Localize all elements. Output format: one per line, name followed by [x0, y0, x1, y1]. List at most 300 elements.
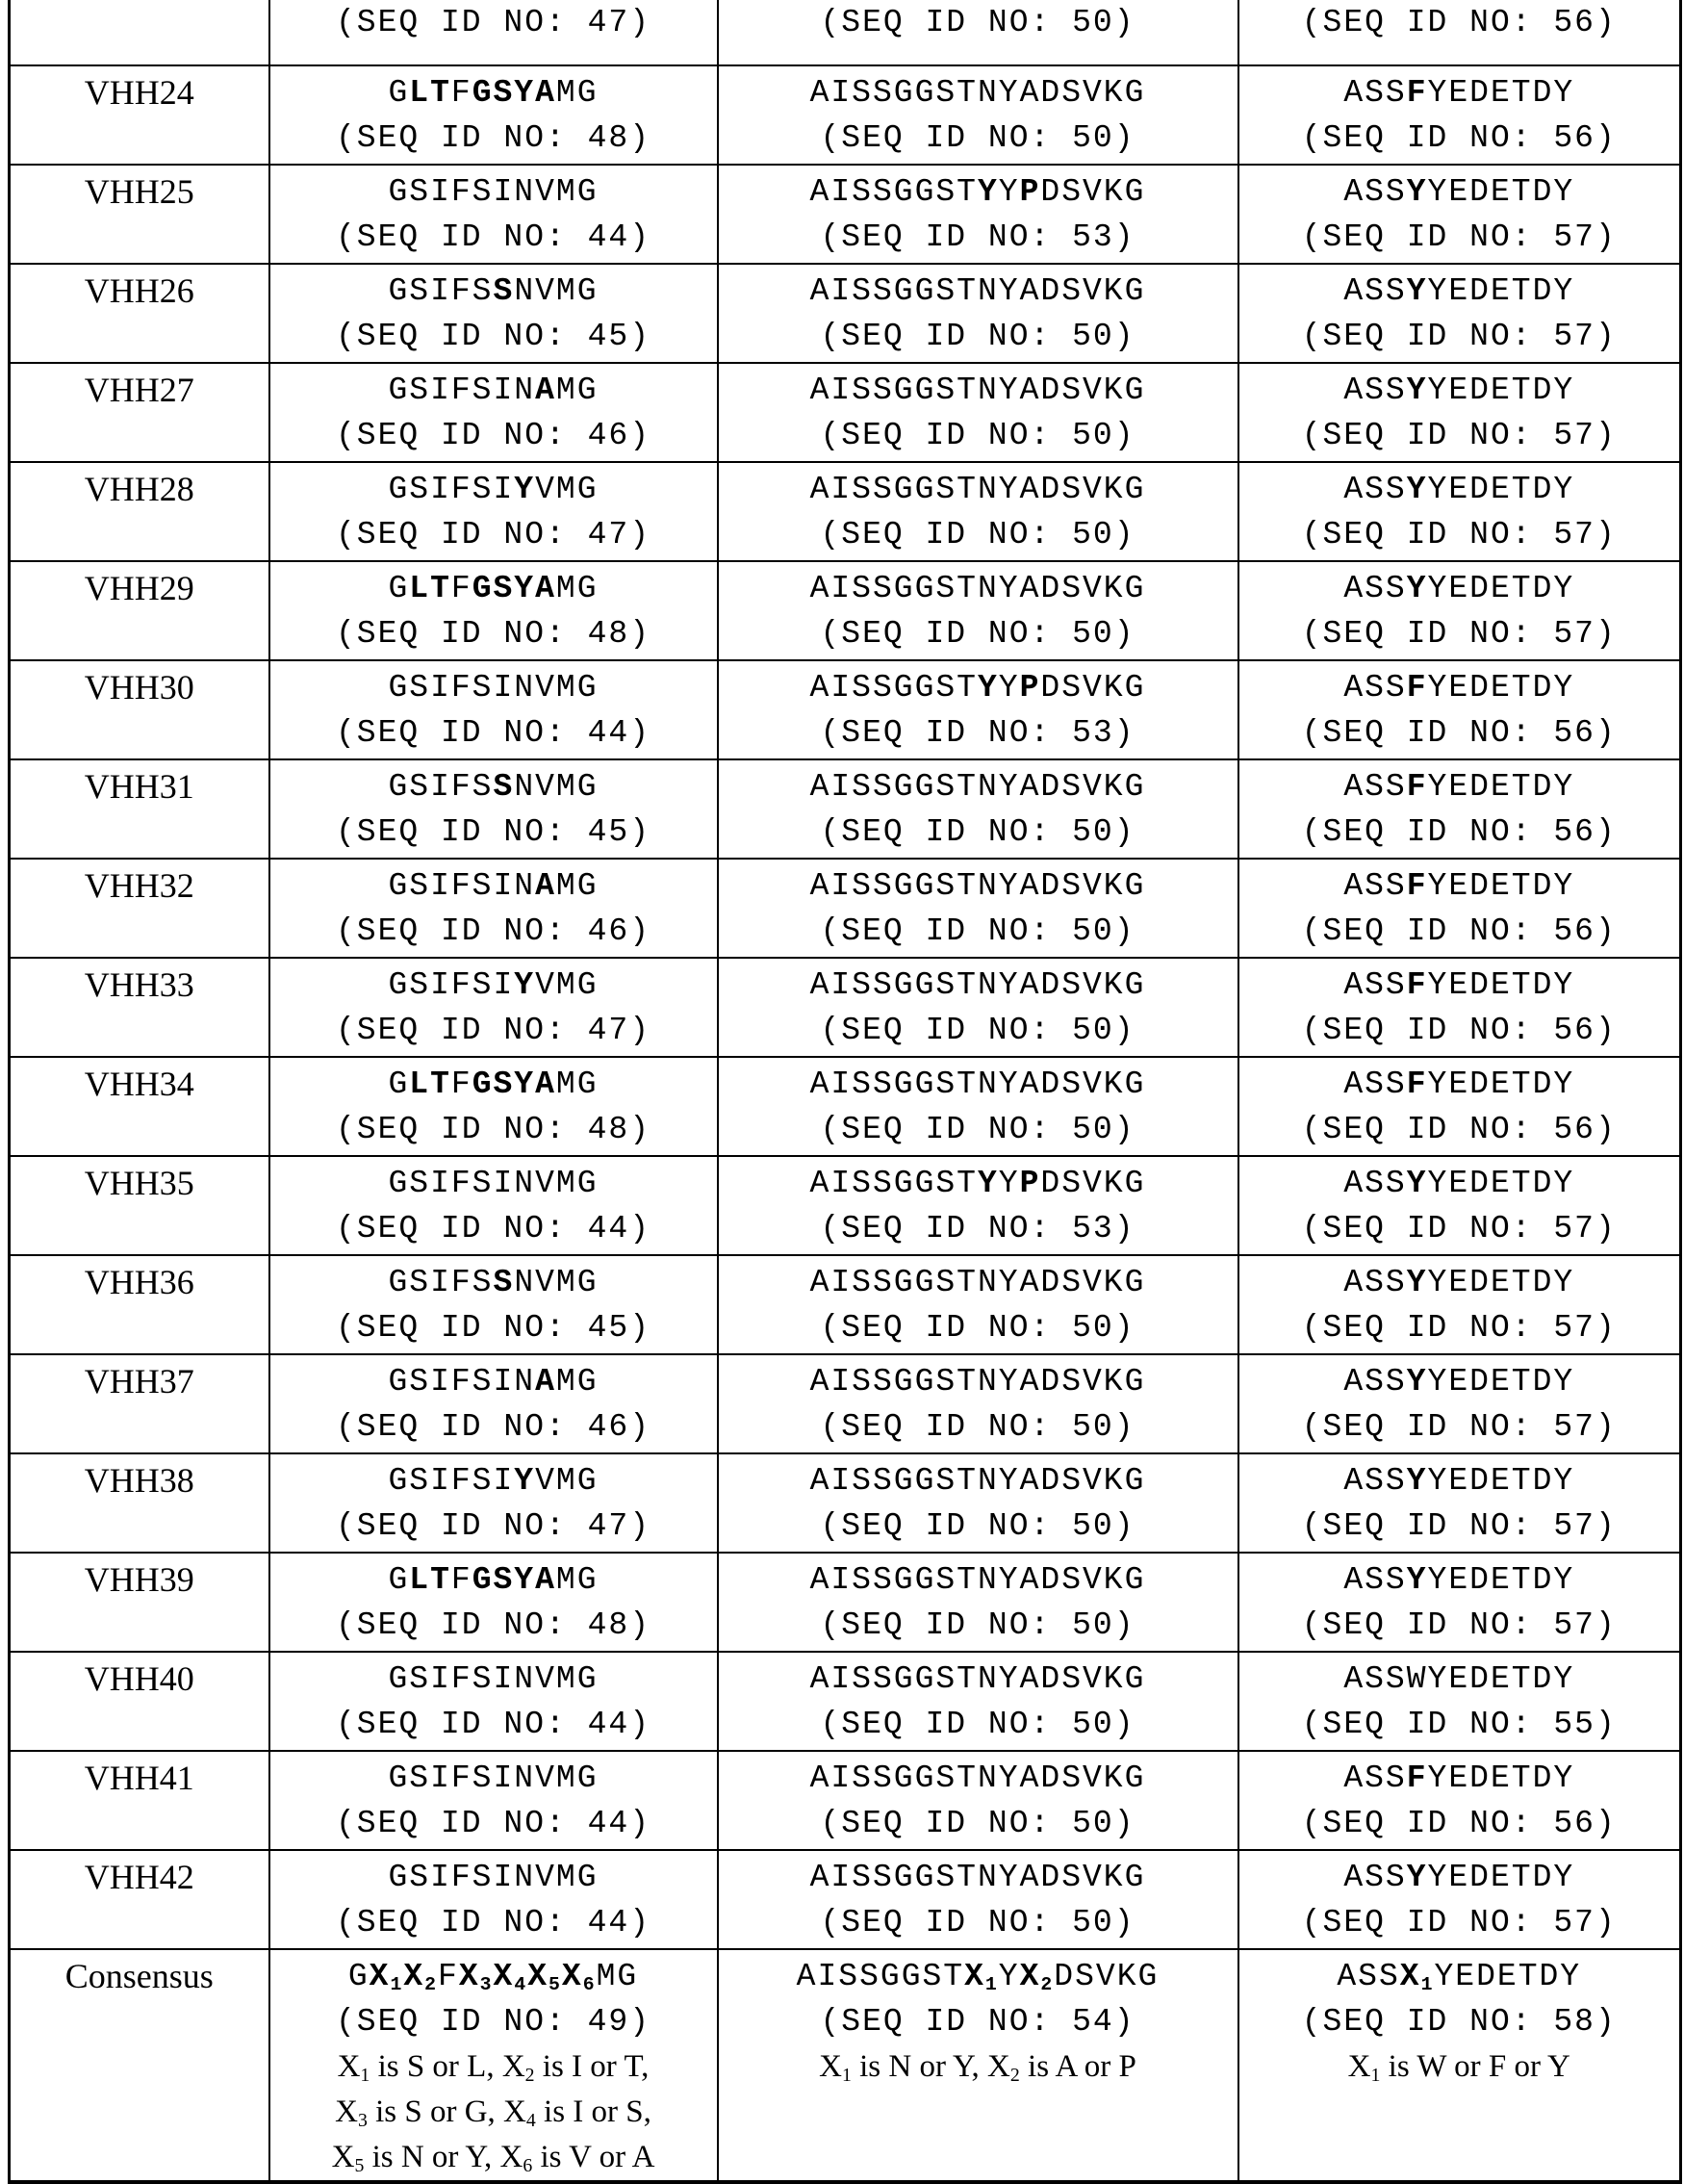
sequence-segment: YEDETDY [1428, 769, 1575, 805]
variant-residue: Y [514, 1463, 535, 1499]
cdr2-cell [718, 1453, 1238, 1553]
variant-residue: F [1407, 967, 1428, 1003]
cdr2-sequence [721, 1657, 1236, 1702]
variant-residue: A [535, 868, 556, 904]
cdr1-sequence [272, 1557, 715, 1603]
sequence-segment: VMG [535, 472, 598, 507]
cdr3-cell [1238, 1850, 1681, 1949]
table-row [10, 0, 1681, 65]
sequence-segment: YEDETDY [1428, 868, 1575, 904]
sequence-segment: AISSGGSTNYADSVKG [810, 1066, 1146, 1102]
sequence-segment: MG [556, 373, 599, 408]
cdr2-cell [718, 1156, 1238, 1255]
sequence-segment: MG [556, 1562, 599, 1598]
sequence-segment: Y [999, 1959, 1020, 1994]
sequence-segment: is I or T, [535, 2049, 650, 2084]
sequence-segment: MG [556, 571, 599, 606]
variant-residue: Y [978, 1166, 999, 1201]
variant-residue: F [1407, 1066, 1428, 1102]
sequence-segment: MG [556, 75, 599, 111]
variant-residue: P [1020, 174, 1041, 210]
cdr3-sequence [1241, 368, 1678, 413]
seq-id-label: (SEQ ID NO: 48) [272, 1603, 715, 1648]
sequence-segment: ASS [1343, 670, 1406, 706]
cdr1-sequence [272, 368, 715, 413]
variant-residue: X [527, 1959, 549, 1994]
consensus-note [272, 2090, 715, 2135]
sequence-segment: is I or S, [536, 2094, 651, 2129]
sequence-segment: is S or L, X [370, 2049, 524, 2084]
sequence-segment: G [388, 571, 409, 606]
sequence-segment: AISSGGSTNYADSVKG [810, 1364, 1146, 1400]
cdr2-sequence [721, 1855, 1236, 1900]
variant-residue: F [1407, 1760, 1428, 1796]
cdr2-cell [718, 1057, 1238, 1156]
seq-id-label: (SEQ ID NO: 56) [1241, 710, 1678, 756]
subscript: 1 [360, 2065, 370, 2086]
cdr1-cell [269, 859, 718, 958]
sequence-segment: YEDETDY [1428, 174, 1575, 210]
cdr3-cell [1238, 1453, 1681, 1553]
sequence-segment: YEDETDY [1428, 1265, 1575, 1300]
cdr2-sequence [721, 863, 1236, 909]
seq-id-label: (SEQ ID NO: 44) [272, 1702, 715, 1747]
table-row [10, 1354, 1681, 1453]
sequence-segment: AISSGGST [810, 670, 978, 706]
seq-id-label: (SEQ ID NO: 57) [1241, 1503, 1678, 1549]
cdr3-sequence [1241, 566, 1678, 611]
cdr1-sequence [272, 863, 715, 909]
sequence-segment: MG [556, 1364, 599, 1400]
table-row [10, 1850, 1681, 1949]
variant-residue: Y [1407, 1562, 1428, 1598]
subscript: 2 [1010, 2065, 1020, 2086]
seq-id-label: (SEQ ID NO: 57) [1241, 215, 1678, 260]
variant-residue: GSYA [472, 75, 556, 111]
cdr3-sequence [1241, 1557, 1678, 1603]
cdr1-cell [269, 958, 718, 1057]
consensus-note [721, 2044, 1236, 2090]
cdr3-cell [1238, 660, 1681, 759]
sequence-segment: F [451, 571, 472, 606]
cdr1-sequence [272, 70, 715, 116]
sequence-segment: NVMG [514, 273, 598, 309]
sequence-segment: YEDETDY [1428, 1364, 1575, 1400]
cdr3-cell [1238, 859, 1681, 958]
cdr1-sequence [272, 467, 715, 512]
seq-id-label: (SEQ ID NO: 56) [1241, 116, 1678, 161]
variant-residue: Y [1407, 1364, 1428, 1400]
sequence-segment: ASS [1343, 174, 1406, 210]
variant-residue: Y [514, 967, 535, 1003]
sequence-segment: GSIFS [388, 769, 493, 805]
seq-id-label: (SEQ ID NO: 49) [272, 1999, 715, 2044]
antibody-name: VHH29 [10, 561, 269, 660]
seq-id-label: (SEQ ID NO: 57) [1241, 512, 1678, 557]
sequence-segment: ASS [1343, 1364, 1406, 1400]
seq-id-label: (SEQ ID NO: 50) [721, 0, 1236, 45]
variant-residue: X [1020, 1959, 1041, 1994]
cdr2-sequence [721, 764, 1236, 809]
cdr2-cell [718, 1652, 1238, 1751]
sequence-segment: DSVKG [1040, 670, 1145, 706]
sequence-segment: ASS [1343, 472, 1406, 507]
sequence-segment: MG [556, 868, 599, 904]
sequence-segment: AISSGGSTNYADSVKG [810, 1661, 1146, 1697]
sequence-segment: is N or Y, X [852, 2049, 1010, 2084]
cdr3-sequence [1241, 1855, 1678, 1900]
cdr1-sequence [272, 566, 715, 611]
antibody-name: VHH25 [10, 165, 269, 264]
cdr3-cell [1238, 958, 1681, 1057]
sequence-segment: GSIFSINVMG [388, 174, 598, 210]
sequence-segment: YEDETDY [1428, 75, 1575, 111]
variant-residue: Y [1407, 373, 1428, 408]
cdr3-sequence [1241, 70, 1678, 116]
variant-residue: LT [409, 75, 451, 111]
seq-id-label: (SEQ ID NO: 50) [721, 1801, 1236, 1846]
table-row [10, 958, 1681, 1057]
cdr2-sequence [721, 963, 1236, 1008]
cdr3-sequence [1241, 1161, 1678, 1206]
sequence-segment: GSIFSINVMG [388, 670, 598, 706]
seq-id-label: (SEQ ID NO: 57) [1241, 1404, 1678, 1450]
antibody-name [10, 0, 269, 65]
seq-id-label: (SEQ ID NO: 46) [272, 413, 715, 458]
sequence-segment: NVMG [514, 769, 598, 805]
seq-id-label: (SEQ ID NO: 46) [272, 1404, 715, 1450]
cdr3-sequence [1241, 764, 1678, 809]
seq-id-label: (SEQ ID NO: 45) [272, 314, 715, 359]
seq-id-label: (SEQ ID NO: 57) [1241, 314, 1678, 359]
sequence-segment: AISSGGSTNYADSVKG [810, 1860, 1146, 1895]
cdr3-sequence [1241, 1359, 1678, 1404]
table-row [10, 1156, 1681, 1255]
cdr2-cell [718, 859, 1238, 958]
antibody-name: VHH32 [10, 859, 269, 958]
seq-id-label: (SEQ ID NO: 48) [272, 1107, 715, 1152]
table-row [10, 1057, 1681, 1156]
seq-id-label: (SEQ ID NO: 56) [1241, 809, 1678, 855]
sequence-segment: ASS [1343, 1265, 1406, 1300]
table-row [10, 660, 1681, 759]
seq-id-label: (SEQ ID NO: 56) [1241, 909, 1678, 954]
antibody-name: VHH41 [10, 1751, 269, 1850]
cdr3-sequence [1241, 467, 1678, 512]
sequence-segment: is A or P [1020, 2049, 1136, 2084]
sequence-segment: AISSGGST [810, 1166, 978, 1201]
seq-id-label: (SEQ ID NO: 44) [272, 1206, 715, 1251]
sequence-segment: G [348, 1959, 370, 1994]
variant-residue: X [403, 1959, 424, 1994]
antibody-name: VHH40 [10, 1652, 269, 1751]
cdr1-cell [269, 1949, 718, 2182]
seq-id-label: (SEQ ID NO: 44) [272, 215, 715, 260]
cdr3-cell [1238, 1156, 1681, 1255]
cdr1-sequence [272, 1954, 715, 1999]
sequence-segment: G [388, 1562, 409, 1598]
sequence-segment: DSVKG [1040, 1166, 1145, 1201]
variant-residue: LT [409, 1066, 451, 1102]
sequence-segment: YEDETDY [1434, 1959, 1581, 1994]
seq-id-label: (SEQ ID NO: 56) [1241, 1801, 1678, 1846]
consensus-note [272, 2135, 715, 2180]
sequence-segment: GSIFSI [388, 472, 514, 507]
cdr2-cell [718, 1949, 1238, 2182]
table-row [10, 759, 1681, 859]
sequence-segment: MG [597, 1959, 639, 1994]
cdr2-cell [718, 1751, 1238, 1850]
table-row [10, 561, 1681, 660]
cdr3-cell [1238, 165, 1681, 264]
sequence-segment: ASS [1343, 273, 1406, 309]
seq-id-label: (SEQ ID NO: 47) [272, 1503, 715, 1549]
sequence-segment: is W or F or Y [1380, 2049, 1569, 2084]
seq-id-label: (SEQ ID NO: 54) [721, 1999, 1236, 2044]
cdr3-sequence [1241, 269, 1678, 314]
cdr2-cell [718, 561, 1238, 660]
sequence-segment: GSIFS [388, 273, 493, 309]
variant-residue: X [370, 1959, 391, 1994]
sequence-segment: GSIFSINVMG [388, 1760, 598, 1796]
consensus-note [272, 2044, 715, 2090]
antibody-name: VHH28 [10, 462, 269, 561]
antibody-name: VHH26 [10, 264, 269, 363]
cdr3-sequence [1241, 1657, 1678, 1702]
sequence-segment: AISSGGSTNYADSVKG [810, 1760, 1146, 1796]
sequence-segment: GSIFSIN [388, 373, 535, 408]
subscript: 4 [514, 1974, 527, 1995]
cdr2-cell [718, 264, 1238, 363]
seq-id-label: (SEQ ID NO: 47) [272, 512, 715, 557]
cdr2-cell [718, 958, 1238, 1057]
subscript: 2 [1040, 1974, 1054, 1995]
table-row [10, 1652, 1681, 1751]
sequence-segment: ASS [1343, 373, 1406, 408]
sequence-segment: is N or Y, X [364, 2140, 523, 2174]
seq-id-label: (SEQ ID NO: 57) [1241, 611, 1678, 656]
variant-residue: X [459, 1959, 480, 1994]
sequence-segment: Y [999, 670, 1020, 706]
cdr1-cell [269, 1553, 718, 1652]
seq-id-label: (SEQ ID NO: 44) [272, 1900, 715, 1945]
sequence-segment: F [451, 1562, 472, 1598]
cdr2-sequence [721, 70, 1236, 116]
sequence-segment: GSIFSINVMG [388, 1860, 598, 1895]
antibody-name: VHH37 [10, 1354, 269, 1453]
sequence-segment: Y [999, 1166, 1020, 1201]
sequence-segment: YEDETDY [1428, 373, 1575, 408]
seq-id-label: (SEQ ID NO: 57) [1241, 1603, 1678, 1648]
seq-id-label: (SEQ ID NO: 56) [1241, 1008, 1678, 1053]
seq-id-label: (SEQ ID NO: 50) [721, 611, 1236, 656]
cdr3-cell [1238, 462, 1681, 561]
sequence-segment: AISSGGSTNYADSVKG [810, 769, 1146, 805]
subscript: 3 [358, 2110, 368, 2131]
seq-id-label: (SEQ ID NO: 55) [1241, 1702, 1678, 1747]
seq-id-label: (SEQ ID NO: 47) [272, 1008, 715, 1053]
seq-id-label: (SEQ ID NO: 50) [721, 314, 1236, 359]
table-row [10, 264, 1681, 363]
antibody-name: VHH36 [10, 1255, 269, 1354]
seq-id-label: (SEQ ID NO: 53) [721, 215, 1236, 260]
sequence-segment: X [332, 2140, 355, 2174]
sequence-segment: YEDETDY [1428, 1860, 1575, 1895]
sequence-segment: ASS [1343, 1562, 1406, 1598]
sequence-segment: X [338, 2049, 361, 2084]
cdr3-cell [1238, 1949, 1681, 2182]
seq-id-label: (SEQ ID NO: 50) [721, 1603, 1236, 1648]
cdr2-sequence [721, 1359, 1236, 1404]
seq-id-label: (SEQ ID NO: 57) [1241, 1305, 1678, 1350]
cdr2-sequence [721, 368, 1236, 413]
sequence-segment: AISSGGSTNYADSVKG [810, 571, 1146, 606]
subscript: 2 [525, 2065, 535, 2086]
table-row [10, 1751, 1681, 1850]
sequence-segment: VMG [535, 967, 598, 1003]
consensus-note [1241, 2044, 1678, 2090]
sequence-segment: GSIFSI [388, 1463, 514, 1499]
sequence-segment: DSVKG [1054, 1959, 1159, 1994]
seq-id-label: (SEQ ID NO: 48) [272, 116, 715, 161]
variant-residue: LT [409, 571, 451, 606]
cdr3-cell [1238, 363, 1681, 462]
cdr-sequence-table [8, 0, 1682, 2184]
sequence-segment: is S or G, X [368, 2094, 526, 2129]
variant-residue: Y [1407, 273, 1428, 309]
cdr3-cell [1238, 759, 1681, 859]
cdr2-cell [718, 1850, 1238, 1949]
sequence-segment: GSIFSIN [388, 1364, 535, 1400]
cdr3-cell [1238, 1057, 1681, 1156]
subscript: 5 [549, 1974, 562, 1995]
cdr3-sequence [1241, 1062, 1678, 1107]
cdr2-cell [718, 1553, 1238, 1652]
seq-id-label: (SEQ ID NO: 50) [721, 1702, 1236, 1747]
sequence-segment: AISSGGSTNYADSVKG [810, 373, 1146, 408]
seq-id-label: (SEQ ID NO: 50) [721, 909, 1236, 954]
subscript: 1 [842, 2065, 852, 2086]
sequence-segment: AISSGGST [810, 174, 978, 210]
seq-id-label: (SEQ ID NO: 53) [721, 1206, 1236, 1251]
sequence-segment: GSIFSINVMG [388, 1661, 598, 1697]
antibody-name: VHH39 [10, 1553, 269, 1652]
cdr2-sequence [721, 665, 1236, 710]
subscript: 6 [523, 2155, 532, 2176]
subscript: 1 [1371, 2065, 1381, 2086]
seq-id-label: (SEQ ID NO: 50) [721, 1900, 1236, 1945]
seq-id-label: (SEQ ID NO: 57) [1241, 1900, 1678, 1945]
cdr3-sequence [1241, 665, 1678, 710]
cdr3-cell [1238, 264, 1681, 363]
sequence-segment: GSIFSIN [388, 868, 535, 904]
variant-residue: P [1020, 1166, 1041, 1201]
variant-residue: GSYA [472, 1066, 556, 1102]
cdr2-sequence [721, 169, 1236, 215]
sequence-segment: F [451, 1066, 472, 1102]
sequence-segment: GSIFS [388, 1265, 493, 1300]
cdr1-cell [269, 264, 718, 363]
variant-residue: A [535, 1364, 556, 1400]
subscript: 2 [424, 1974, 438, 1995]
cdr1-cell [269, 363, 718, 462]
cdr2-cell [718, 462, 1238, 561]
antibody-name: VHH38 [10, 1453, 269, 1553]
seq-id-label: (SEQ ID NO: 45) [272, 809, 715, 855]
antibody-name: VHH24 [10, 65, 269, 165]
variant-residue: Y [1407, 1166, 1428, 1201]
seq-id-label: (SEQ ID NO: 50) [721, 1305, 1236, 1350]
sequence-segment: YEDETDY [1428, 1166, 1575, 1201]
table-body [10, 0, 1681, 2182]
sequence-segment: is V or A [532, 2140, 654, 2174]
table-row [10, 462, 1681, 561]
cdr1-cell [269, 1156, 718, 1255]
table-row [10, 65, 1681, 165]
seq-id-label: (SEQ ID NO: 50) [721, 1008, 1236, 1053]
cdr2-sequence [721, 1062, 1236, 1107]
seq-id-label: (SEQ ID NO: 58) [1241, 1999, 1678, 2044]
antibody-name: VHH30 [10, 660, 269, 759]
variant-residue: Y [514, 472, 535, 507]
cdr2-sequence [721, 1954, 1236, 1999]
variant-residue: F [1407, 670, 1428, 706]
cdr2-cell [718, 0, 1238, 65]
cdr1-cell [269, 1850, 718, 1949]
seq-id-label: (SEQ ID NO: 50) [721, 1107, 1236, 1152]
sequence-segment: ASS [1343, 769, 1406, 805]
cdr1-cell [269, 165, 718, 264]
cdr1-sequence [272, 1359, 715, 1404]
cdr1-cell [269, 1751, 718, 1850]
seq-id-label: (SEQ ID NO: 57) [1241, 413, 1678, 458]
cdr2-sequence [721, 1260, 1236, 1305]
variant-residue: X [562, 1959, 583, 1994]
cdr1-cell [269, 1652, 718, 1751]
antibody-name: Consensus [10, 1949, 269, 2182]
sequence-segment: YEDETDY [1428, 472, 1575, 507]
seq-id-label: (SEQ ID NO: 50) [721, 413, 1236, 458]
cdr1-cell [269, 1255, 718, 1354]
sequence-segment: YEDETDY [1428, 1562, 1575, 1598]
subscript: 4 [526, 2110, 536, 2131]
table-row [10, 1553, 1681, 1652]
sequence-segment: ASS [1343, 967, 1406, 1003]
sequence-segment: YEDETDY [1428, 273, 1575, 309]
cdr3-sequence [1241, 963, 1678, 1008]
sequence-segment: F [451, 75, 472, 111]
variant-residue: A [535, 373, 556, 408]
seq-id-label: (SEQ ID NO: 50) [721, 512, 1236, 557]
variant-residue: Y [978, 174, 999, 210]
subscript: 1 [390, 1974, 403, 1995]
sequence-segment: AISSGGSTNYADSVKG [810, 967, 1146, 1003]
sequence-segment: AISSGGSTNYADSVKG [810, 1562, 1146, 1598]
sequence-segment: DSVKG [1040, 174, 1145, 210]
cdr1-sequence [272, 269, 715, 314]
sequence-segment: AISSGGSTNYADSVKG [810, 1265, 1146, 1300]
sequence-segment: MG [556, 1066, 599, 1102]
sequence-segment: YEDETDY [1428, 967, 1575, 1003]
cdr2-sequence [721, 1756, 1236, 1801]
antibody-name: VHH35 [10, 1156, 269, 1255]
antibody-name: VHH27 [10, 363, 269, 462]
cdr1-sequence [272, 1161, 715, 1206]
sequence-segment: Y [999, 174, 1020, 210]
subscript: 1 [985, 1974, 999, 1995]
variant-residue: Y [1407, 571, 1428, 606]
cdr2-sequence [721, 1161, 1236, 1206]
